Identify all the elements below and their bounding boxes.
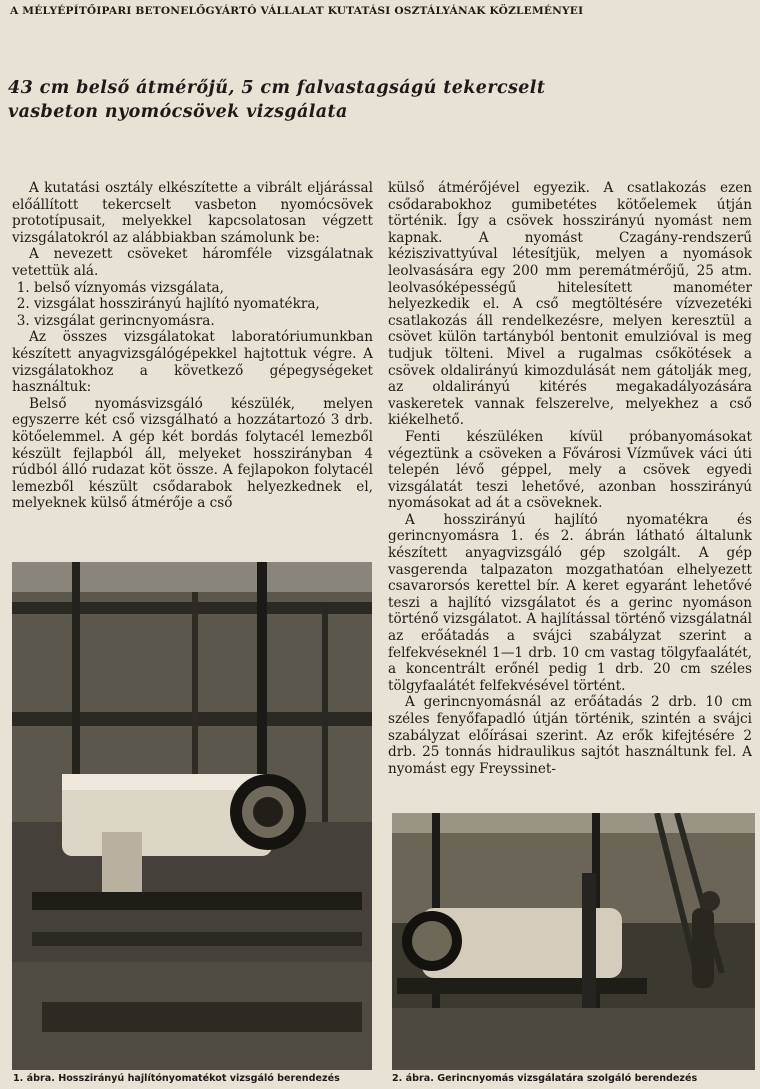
paragraph: Fenti készüléken kívül próbanyomásokat végeztünk a csöveken a Fővárosi Vízművek váci úti telepén lévő géppel, mely a csövek egyedi vizsgálatát teszi lehetővé, azonban hosszirányú nyomásokat ad át a csöveknek. [388,428,752,512]
right-column [388,180,752,777]
paragraph: Az összes vizsgálatokat laboratóriumunkban készített anyagvizsgálógépekkel hajtottuk végre. A vizsgálatokhoz a következő gépegységeket használtuk: [12,329,373,396]
paragraph: külső átmérőjével egyezik. A csatlakozás ezen csődarabokhoz gumibetétes kötőelemek útján történik. Így a csövek hosszirányú nyomást nem kapnak. A nyomást Czagány-rendszerű kéziszivattyúval létesítjük, melyen a nyomások leolvasására egy 200 mm peremátmérőjű, 25 atm. leolvasóképességű hitelesített manométer helyezkedik el. A cső megtöltésére vízvezetéki csatlakozás áll rendelkezésre, melyen keresztül a csövet külön tartányból bentonit emulzióval is meg tudjuk tölteni. Mivel a rugalmas csőkötések a csövek oldalirányú kimozdulását nem gátolják meg, az oldalirányú kitérés megakadályozására vaskeretek vannak felszerelve, melyekhez a cső kiékelhető. [388,180,752,429]
figure-1-photo [12,562,372,1070]
list-item: 2. vizsgálat hosszirányú hajlító nyomatékra, [34,296,373,313]
paragraph: A kutatási osztály elkészítette a vibrált eljárással előállított tekercselt vasbeton nyomócsövek prototípusait, melyekkel kapcsolatosan végzett vizsgálatokról az alábbiakban számolunk be: [12,180,373,246]
paragraph: A hosszirányú hajlító nyomatékra és gerincnyomásra 1. és 2. ábrán látható általunk készített anyagvizsgáló gép szolgált. A gép vasgerenda talpazaton mozgathatóan elhelyezett csavarorsós kerettel bír. A keret egyaránt lehetővé teszi a hajlító vizsgálatot és a gerinc nyomáson történő vizsgálatot. A hajlítással történő vizsgálatnál az erőátadás a svájci szabályzat szerint a felfekvéseknél 1—1 drb. 10 cm vastag tölgyfaalátét, a koncentrált erőnél pedig 1 drb. 20 cm széles tölgyfaalátét felfekvésével történt. [388,511,752,694]
left-column [12,180,373,512]
figure-1-caption: 1. ábra. Hosszirányú hajlítónyomatékot vizsgáló berendezés [13,1073,340,1084]
figure-2-photo [392,813,755,1070]
figure-2-caption: 2. ábra. Gerincnyomás vizsgálatára szolgáló berendezés [392,1073,698,1084]
article-title [8,76,728,124]
paragraph: A nevezett csöveket háromféle vizsgálatnak vetettük alá. [12,246,373,279]
article-title-line-1: 43 cm belső átmérőjű, 5 cm falvastagságú tekercselt [8,78,546,98]
article-title-line-2: vasbeton nyomócsövek vizsgálata [8,102,348,122]
paragraph: Belső nyomásvizsgáló készülék, melyen egyszerre két cső vizsgálható a hozzátartozó 3 drb. kötőelemmel. A gép két bordás folytacél lemezből készült fejlapból áll, melyeket hosszirányban 4 rúdból álló rudazat köt össze. A fejlapokon folytacél lemezből készült csődarabok helyezkednek el, melyeknek külső átmérője a cső [12,395,373,512]
running-header: A MÉLYÉPÍTŐIPARI BETONELŐGYÁRTÓ VÁLLALAT KUTATÁSI OSZTÁLYÁNAK KÖZLEMÉNYEI [10,5,584,17]
list-item: 1. belső víznyomás vizsgálata, [34,280,373,297]
list-item: 3. vizsgálat gerincnyomásra. [34,313,373,330]
paragraph: A gerincnyomásnál az erőátadás 2 drb. 10 cm széles fenyőfapadló útján történik, szintén a svájci szabályzat előírásai szerint. Az erők kifejtésére 2 drb. 25 tonnás hidraulikus sajtót használtunk fel. A nyomást egy Freyssinet- [388,694,752,777]
test-list [12,280,373,330]
